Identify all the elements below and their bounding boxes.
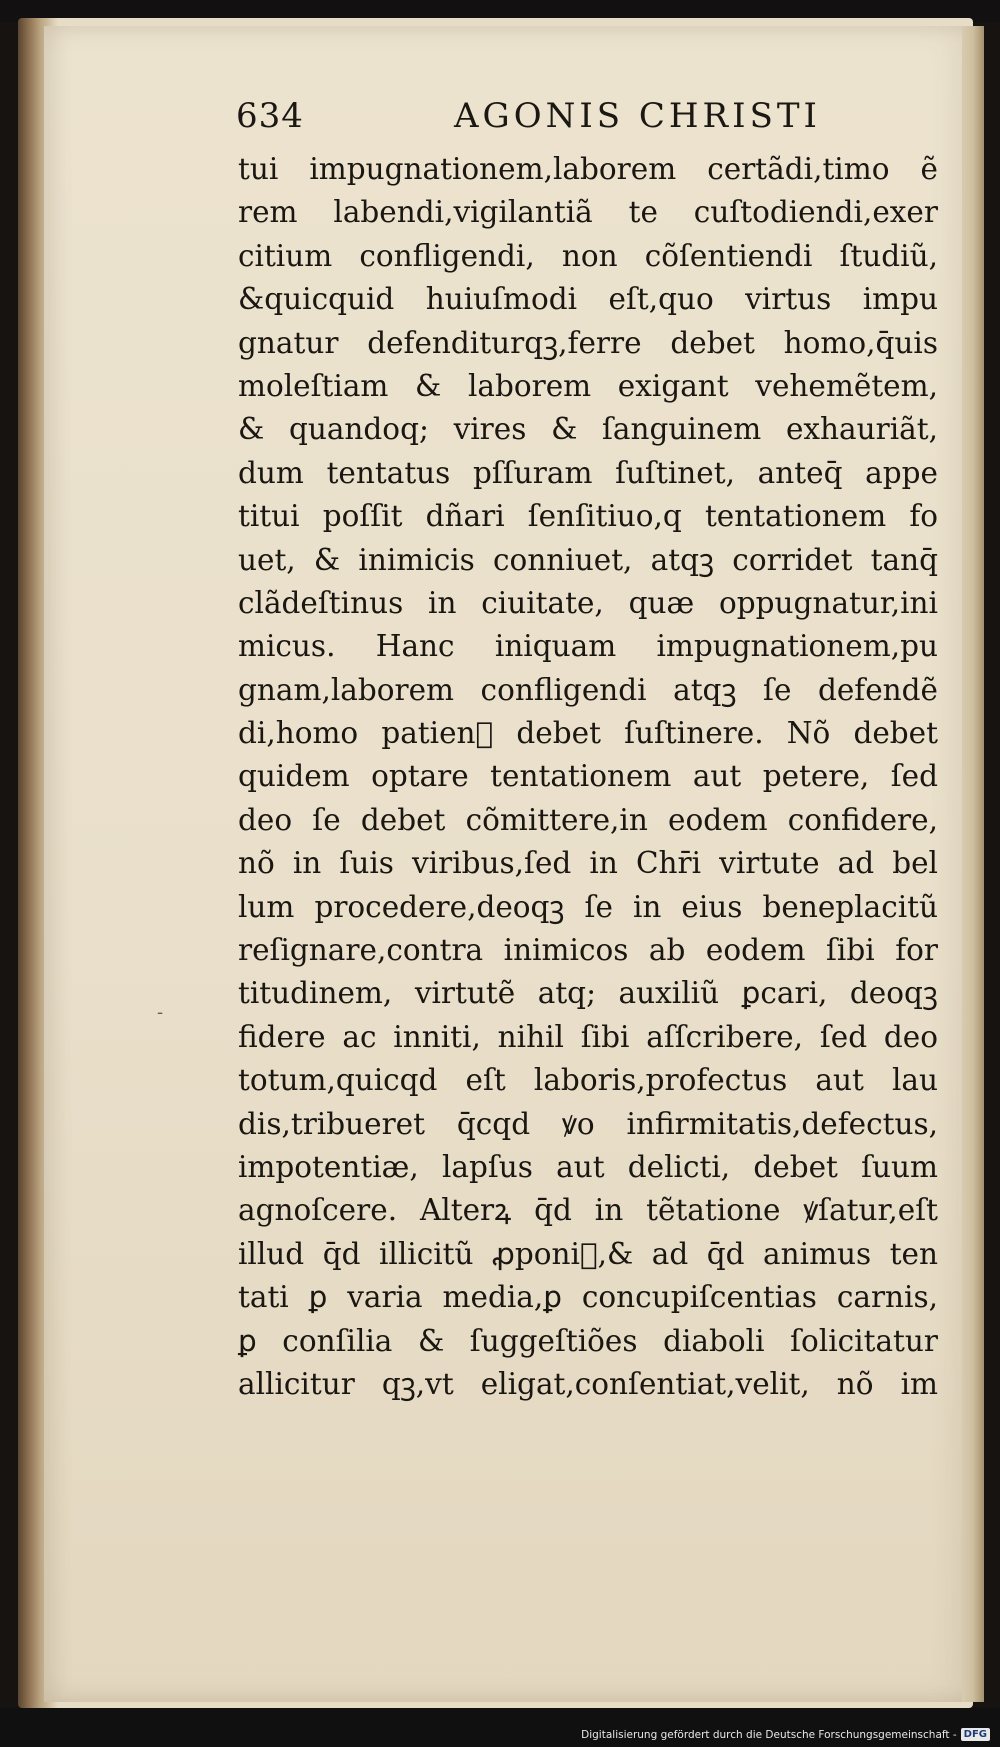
text-line: allicitur qꝫ,vt eligat,conſentiat,velit, nõ im <box>238 1366 938 1401</box>
text-line: titudinem, virtutẽ atq; auxiliũ ꝑcari, deoqꝫ <box>238 976 938 1011</box>
text-line: moleſtiam & laborem exigant vehemẽtem, <box>238 368 938 403</box>
text-line: ꝑ conſilia & ſuggeſtiões diaboli ſolicitatur <box>238 1323 938 1358</box>
text-line: gnam,laborem confligendi atqꝫ ſe defendẽ <box>238 672 938 707</box>
text-line: micus. Hanc iniquam impugnationem,pu <box>238 629 938 664</box>
text-line: & quandoq; vires & ſanguinem exhauriãt, <box>238 412 938 447</box>
credit-text: Digitalisierung gefördert durch die Deutsche Forschungsgemeinschaft - <box>581 1728 957 1741</box>
funding-credit <box>581 1728 990 1741</box>
text-line: clãdeſtinus in ciuitate, quæ oppugnatur,ini <box>238 585 938 620</box>
text-line: dis,tribueret q̄cqd ꝟo infirmitatis,defectus, <box>238 1106 938 1141</box>
text-line: tati ꝑ varia media,ꝑ concupiſcentias carnis, <box>238 1280 938 1315</box>
page-header <box>236 96 946 146</box>
text-line: uet, & inimicis conniuet, atqꝫ corridet tanq̄ <box>238 542 938 577</box>
text-line: deo ſe debet cõmittere,in eodem confidere, <box>238 802 938 837</box>
text-line: illud q̄d illicitũ ꝓponiᷣ,& ad q̄d animus ten <box>238 1236 938 1271</box>
page-number: 634 <box>236 96 304 136</box>
text-line: fidere ac inniti, nihil ſibi aſſcribere, ſed deo <box>238 1019 938 1054</box>
text-line: rem labendi,vigilantiã te cuſtodiendi,exer <box>238 195 938 230</box>
text-line: nõ in ſuis viribus,ſed in Chr̄i virtute ad bel <box>238 846 938 881</box>
text-line: tui impugnationem,laborem certãdi,timo ẽ <box>238 152 938 186</box>
text-line: agnoſcere. Alterꝝ q̄d in tẽtatione ꝟſatur,eſt <box>238 1193 938 1228</box>
text-line: totum,quicqd eſt laboris,profectus aut lau <box>238 1063 938 1098</box>
text-line: citium confligendi, non cõſentiendi ſtudiũ, <box>238 238 938 273</box>
text-line: lum procedere,deoqꝫ ſe in eius beneplacitũ <box>238 889 938 924</box>
text-line: impotentiæ, lapſus aut delicti, debet ſuum <box>238 1149 938 1184</box>
text-line: titui poſſit dñari ſenſitiuo,q tentationem fo <box>238 499 938 534</box>
dfg-logo: DFG <box>961 1728 990 1741</box>
page-fore-edge <box>962 26 984 1702</box>
text-line: quidem optare tentationem aut petere, ſed <box>238 759 938 794</box>
margin-mark: - <box>157 1002 164 1023</box>
text-line: dum tentatus pſſuram ſuſtinet, anteq̄ appe <box>238 455 938 490</box>
text-line: &quicquid huiuſmodi eſt,quo virtus impu <box>238 282 938 317</box>
running-head: AGONIS CHRISTI <box>454 96 821 136</box>
text-line: di,homo patienᷣ debet ſuſtinere. Nõ debet <box>238 716 938 751</box>
text-line: reſignare,contra inimicos ab eodem ſibi for <box>238 933 938 968</box>
body-text <box>238 148 938 1406</box>
text-line: gnatur defenditurqꝫ,ferre debet homo,q̄uis <box>238 325 938 360</box>
